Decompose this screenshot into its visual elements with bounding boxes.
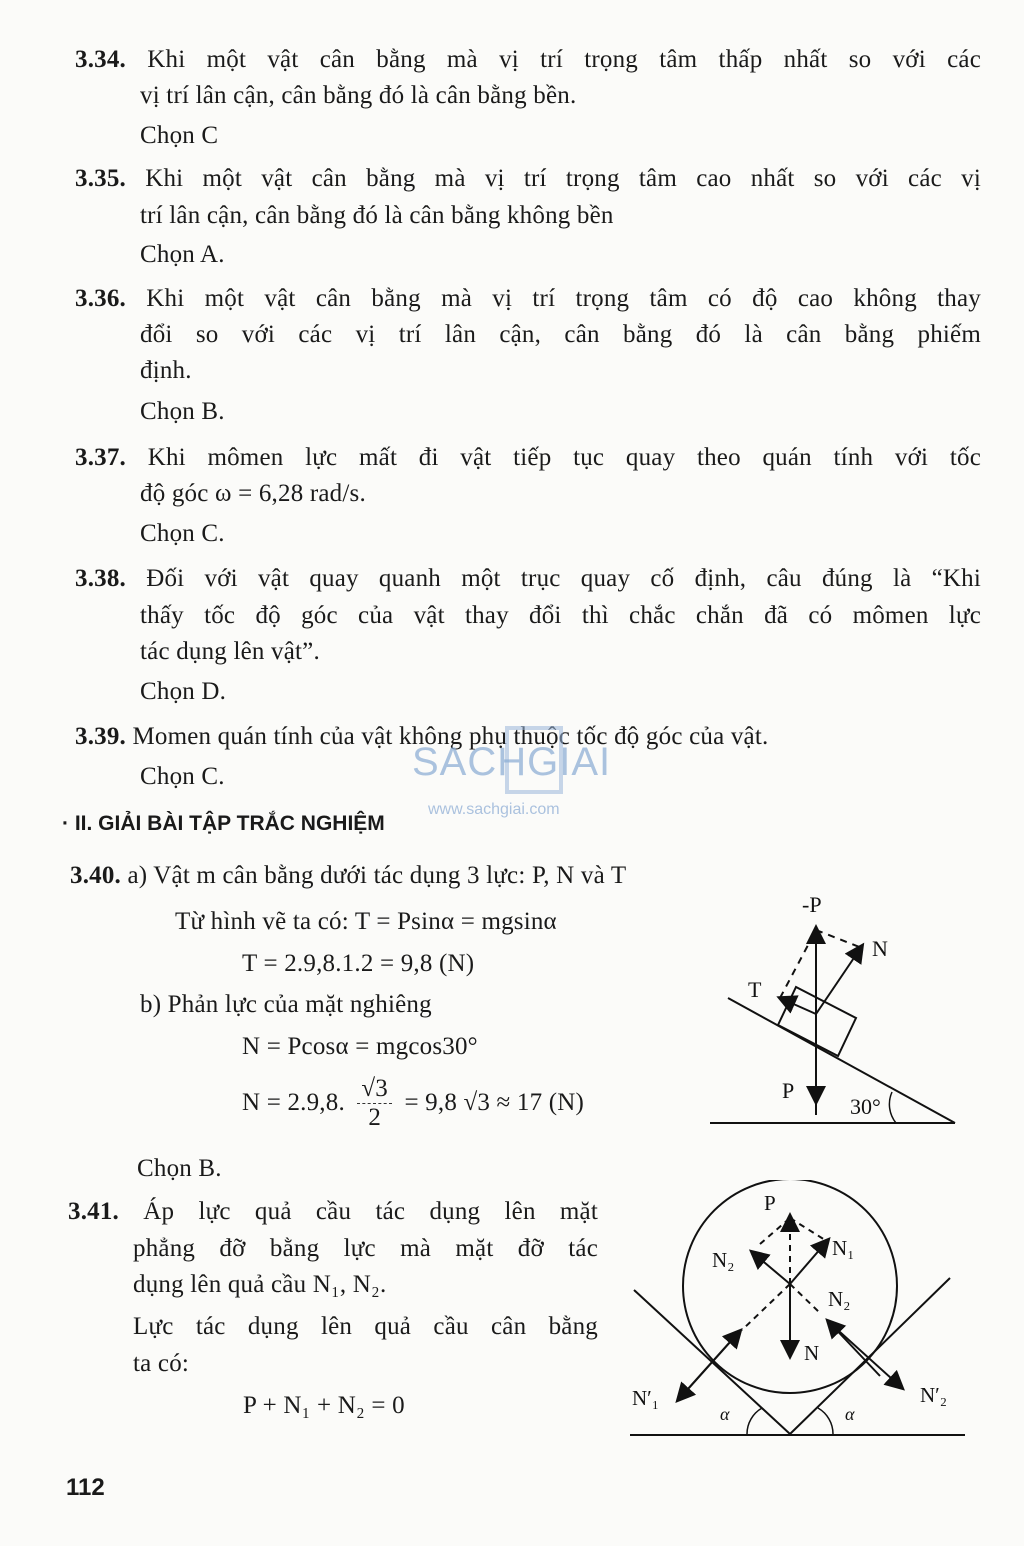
item-number: 3.39. [75,723,126,750]
item-text: Momen quán tính của vật không phụ thuộc tốc độ góc của vật. [132,723,769,750]
item-3-36-answer: Chọn B. [140,398,225,425]
problem-3-41-equation: P + N₁ + N₂ = 0 [243,1392,405,1419]
item-text: đổi so với các vị trí lân cận, cân bằng đó là cân bằng phiếm [140,321,981,348]
problem-3-41-line-1 [68,1198,598,1226]
label-N2-second: N₂ [828,1287,851,1311]
item-text: Khi mômen lực mất đi vật tiếp tục quay theo quán tính với tốc [147,444,982,471]
item-text: Khi một vật cân bằng mà vị trí trọng tâm cao nhất so với các vị [145,165,981,192]
section-heading: · II. GIẢI BÀI TẬP TRẮC NGHIỆM [62,812,385,835]
watermark-brand: SACHGIAI [412,740,612,784]
problem-3-41-line-5: ta có: [133,1350,190,1377]
label-negP: -P [802,892,822,917]
equation-right: = 9,8 √3 ≈ 17 (N) [404,1089,585,1116]
item-3-37-line-2: độ góc ω = 6,28 rad/s. [140,480,366,507]
item-number: 3.37. [75,444,126,471]
label-P: P [764,1191,776,1215]
item-3-36-line-2 [140,321,981,349]
problem-3-40-part-b: b) Phản lực của mặt nghiêng [140,991,432,1018]
label-angle-right: α [845,1404,855,1424]
angle-arc [889,1092,896,1123]
N2-prime-vector [830,1323,902,1388]
problem-3-40-line-2: Từ hình vẽ ta có: T = Psinα = mgsinα [175,908,557,935]
equation-left: N = 2.9,8. [242,1089,345,1116]
label-N: N [872,936,888,961]
label-T: T [748,977,762,1002]
item-3-35-line-1 [75,165,981,193]
problem-3-41-line-3: dụng lên quả cầu N₁, N₂. [133,1271,387,1298]
item-number: 3.36. [75,285,126,312]
item-3-35-answer: Chọn A. [140,241,225,268]
item-text: Lực tác dụng lên quả cầu cân bằng [133,1313,598,1340]
N1-vector [790,1240,828,1284]
sphere-figure [620,1180,980,1450]
N-vector [816,946,862,1014]
dashed-line [816,930,862,948]
problem-3-40-line-6 [242,1075,584,1131]
label-angle: 30° [850,1094,881,1119]
problem-3-41-line-4 [133,1313,598,1341]
section-heading-text: II. GIẢI BÀI TẬP TRẮC NGHIỆM [74,812,385,835]
item-text: Khi một vật cân bằng mà vị trí trọng tâm thấp nhất so với các [147,46,982,73]
problem-3-41-line-2 [133,1235,598,1263]
dashed-line [790,1218,825,1240]
item-number: 3.35. [75,165,126,192]
item-text: phẳng đỡ bằng lực mà mặt đỡ tác [133,1235,598,1262]
incline-figure [700,880,980,1130]
fraction-denominator: 2 [368,1103,382,1131]
item-3-34-line-1 [75,46,981,74]
problem-3-40-line-3: T = 2.9,8.1.2 = 9,8 (N) [242,950,475,977]
item-number: 3.38. [75,565,126,592]
dashed-line [790,1284,820,1313]
item-3-34-line-2: vị trí lân cận, cân bằng đó là cân bằng bền. [140,82,577,109]
problem-3-40-part-a [70,862,626,890]
item-3-38-line-3: tác dụng lên vật”. [140,638,320,665]
label-N2: N₂ [712,1248,735,1272]
item-3-38-line-1 [75,565,981,593]
label-P: P [782,1078,795,1103]
item-text: thấy tốc độ góc của vật thay đổi thì chắc chắn đã có mômen lực [140,602,981,629]
item-3-38-line-2 [140,602,981,630]
label-angle-left: α [720,1404,730,1424]
dashed-line [760,1218,790,1244]
watermark-url: www.sachgiai.com [428,801,560,818]
item-number: 3.41. [68,1198,119,1225]
fraction [357,1075,392,1131]
item-number: 3.34. [75,46,126,73]
incline-surface [728,998,955,1123]
item-3-35-line-2: trí lân cận, cân bằng đó là cân bằng không bền [140,202,614,229]
page-number: 112 [66,1474,105,1501]
label-N2-prime: N′₂ [920,1383,948,1407]
item-text: Áp lực quả cầu tác dụng lên mặt [143,1198,598,1225]
label-N1-prime: N′₁ [632,1386,660,1410]
problem-3-40-line-5: N = Pcosα = mgcos30° [242,1033,478,1060]
N1-prime-vector [678,1333,738,1400]
angle-arc-right [818,1408,833,1434]
item-3-37-line-1 [75,444,981,472]
item-text: Đối với vật quay quanh một trục quay cố định, câu đúng là “Khi [146,565,981,592]
item-text: a) Vật m cân bằng dưới tác dụng 3 lực: P, N và T [127,862,627,889]
label-N1: N₁ [832,1236,855,1260]
item-3-36-line-3: định. [140,357,192,384]
item-3-37-answer: Chọn C. [140,520,225,547]
item-3-39-answer: Chọn C. [140,763,225,790]
angle-arc-left [747,1408,762,1434]
N2-vector [752,1252,790,1284]
label-N: N [804,1341,820,1365]
item-3-36-line-1 [75,285,981,313]
dashed-line [742,1284,790,1330]
item-3-38-answer: Chọn D. [140,678,227,705]
item-number: 3.40. [70,862,121,889]
fraction-numerator: √3 [357,1075,392,1104]
problem-3-40-answer: Chọn B. [137,1155,222,1182]
item-3-34-answer: Chọn C [140,122,219,149]
item-text: Khi một vật cân bằng mà vị trí trọng tâm có độ cao không thay [146,285,982,312]
